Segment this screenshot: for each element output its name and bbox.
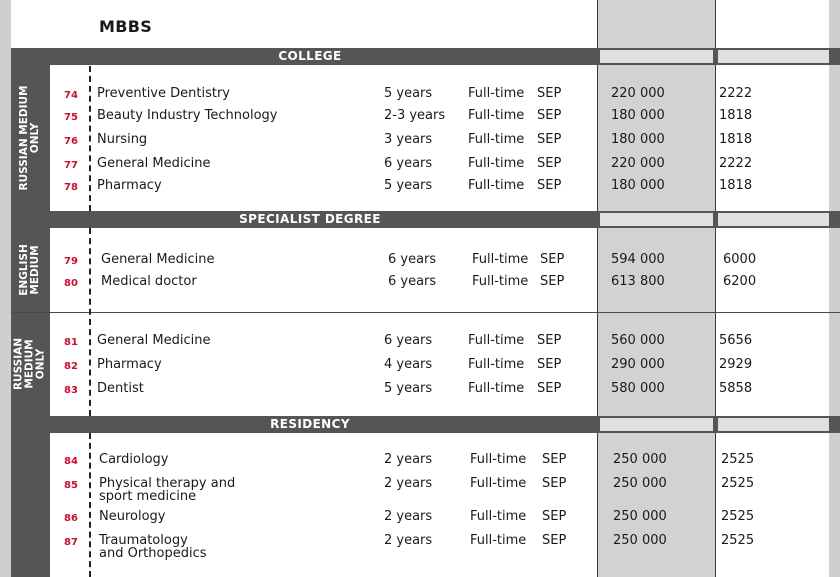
row-num: 84 [64,456,78,467]
row-type: SEP [537,381,562,396]
row-name: General Medicine [101,252,215,267]
row-price: 180 000 [611,108,665,123]
row-price: 250 000 [613,509,667,524]
row-num: 85 [64,480,78,491]
row-type: SEP [537,178,562,193]
dashed-divider [89,433,91,577]
row-name: Physical therapy and [99,476,236,491]
group-label-college-russian: RUSSIAN MEDIUM ONLY [18,85,41,191]
row-mode: Full-time [468,333,525,348]
group-divider [11,312,840,313]
row-mode: Full-time [470,533,527,548]
row-num: 83 [64,385,78,396]
row-price: 560 000 [611,333,665,348]
row-fee: 6000 [723,252,757,267]
section-label-residency: RESIDENCY [270,417,350,431]
row-price: 594 000 [611,252,665,267]
row-mode: Full-time [470,476,527,491]
row-type: SEP [537,357,562,372]
row-price: 250 000 [613,476,667,491]
row-type: SEP [542,533,567,548]
row-name: Dentist [97,381,144,396]
row-num: 78 [64,182,78,193]
row-num: 80 [64,278,78,289]
row-name: Medical doctor [101,274,197,289]
row-duration: 6 years [388,252,437,267]
row-name: Beauty Industry Technology [97,108,278,123]
row-fee: 2525 [721,476,755,491]
row-num: 82 [64,361,78,372]
row-name: Traumatology [99,533,188,548]
row-type: SEP [540,274,565,289]
row-num: 76 [64,136,78,147]
row-name: Pharmacy [97,178,162,193]
row-mode: Full-time [468,178,525,193]
row-mode: Full-time [468,108,525,123]
row-fee: 2525 [721,533,755,548]
row-fee: 5858 [719,381,753,396]
row-fee: 2222 [719,86,753,101]
row-mode: Full-time [470,509,527,524]
row-num: 81 [64,337,78,348]
row-fee: 2525 [721,509,755,524]
row-mode: Full-time [468,381,525,396]
side-group-residency [11,433,50,577]
row-name-continued: and Orthopedics [99,546,207,561]
row-type: SEP [542,452,567,467]
group-label-specialist-english: ENGLISH MEDIUM [18,244,41,296]
row-fee: 1818 [719,178,753,193]
row-price: 580 000 [611,381,665,396]
row-duration: 5 years [384,86,433,101]
row-fee: 1818 [719,108,753,123]
row-price: 180 000 [611,132,665,147]
row-fee: 2929 [719,357,753,372]
price-col-border-left [597,0,598,577]
row-name: Nursing [97,132,148,147]
row-duration: 2 years [384,452,433,467]
row-type: SEP [540,252,565,267]
row-num: 75 [64,112,78,123]
group-label-specialist-russian: RUSSIAN MEDIUM ONLY [12,337,47,391]
row-duration: 6 years [384,156,433,171]
row-name: Preventive Dentistry [97,86,230,101]
row-duration: 2 years [384,476,433,491]
section-label-specialist: SPECIALIST DEGREE [239,212,381,226]
section-band-college [11,48,840,65]
section-label-college: COLLEGE [278,49,342,63]
row-duration: 5 years [384,178,433,193]
row-mode: Full-time [472,274,529,289]
section-band-residency [11,416,840,433]
row-type: SEP [537,156,562,171]
row-fee: 2525 [721,452,755,467]
row-mode: Full-time [470,452,527,467]
row-type: SEP [542,509,567,524]
page-title: MBBS [99,17,153,36]
row-name: Neurology [99,509,166,524]
row-type: SEP [537,108,562,123]
row-fee: 5656 [719,333,753,348]
row-fee: 2222 [719,156,753,171]
row-num: 86 [64,513,78,524]
row-price: 220 000 [611,156,665,171]
row-num: 79 [64,256,78,267]
dashed-divider [89,228,91,416]
row-duration: 2 years [384,509,433,524]
row-duration: 2-3 years [384,108,446,123]
row-num: 77 [64,160,78,171]
right-edge [829,0,840,577]
row-price: 180 000 [611,178,665,193]
row-type: SEP [537,132,562,147]
row-mode: Full-time [468,132,525,147]
row-price: 613 800 [611,274,665,289]
row-num: 87 [64,537,78,548]
row-name: Cardiology [99,452,169,467]
row-type: SEP [542,476,567,491]
row-name: General Medicine [97,156,211,171]
row-duration: 5 years [384,381,433,396]
row-duration: 3 years [384,132,433,147]
row-mode: Full-time [472,252,529,267]
row-fee: 1818 [719,132,753,147]
row-num: 74 [64,90,78,101]
price-col-border-right [715,0,716,577]
row-mode: Full-time [468,357,525,372]
row-mode: Full-time [468,156,525,171]
row-type: SEP [537,86,562,101]
row-duration: 6 years [384,333,433,348]
row-duration: 2 years [384,533,433,548]
row-price: 250 000 [613,452,667,467]
row-duration: 6 years [388,274,437,289]
row-price: 220 000 [611,86,665,101]
row-duration: 4 years [384,357,433,372]
row-price: 290 000 [611,357,665,372]
row-type: SEP [537,333,562,348]
row-name: General Medicine [97,333,211,348]
left-edge [0,0,11,577]
section-band-specialist [11,211,840,228]
row-mode: Full-time [468,86,525,101]
row-name: Pharmacy [97,357,162,372]
row-price: 250 000 [613,533,667,548]
row-name-continued: sport medicine [99,489,197,504]
dashed-divider [89,66,91,211]
row-fee: 6200 [723,274,757,289]
